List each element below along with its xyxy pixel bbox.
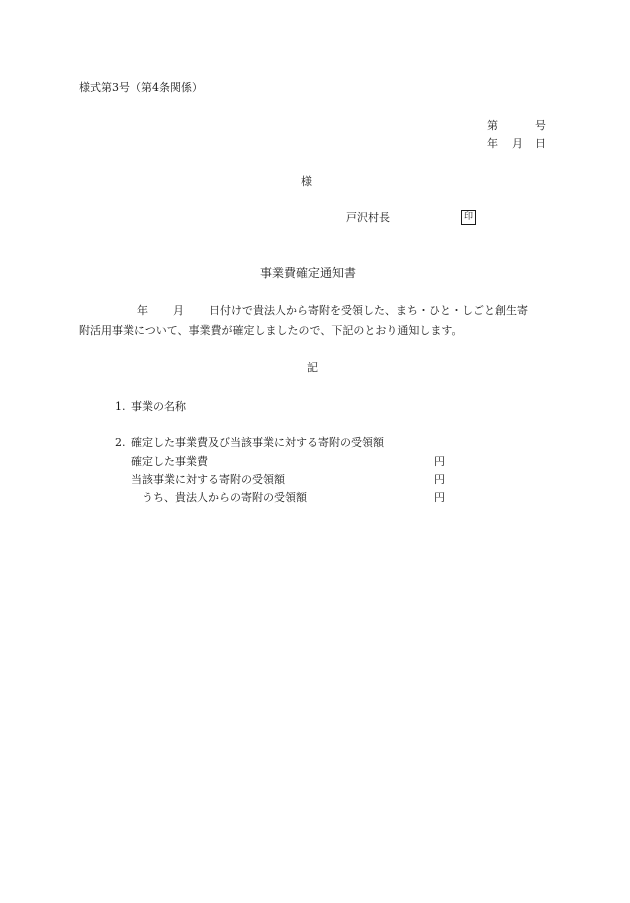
item2-row-unit: 円 bbox=[434, 455, 445, 468]
ki-marker: 記 bbox=[307, 361, 318, 374]
body-line2: 附活用事業について、事業費が確定しましたので、下記のとおり通知します。 bbox=[79, 324, 463, 337]
addressee-suffix: 様 bbox=[301, 175, 312, 188]
doc-date-month: 月 bbox=[512, 137, 523, 150]
document-title: 事業費確定通知書 bbox=[260, 266, 357, 280]
item2-row-unit: 円 bbox=[434, 491, 445, 504]
body-year: 年 bbox=[137, 304, 148, 317]
form-label: 様式第3号（第4条関係） bbox=[79, 81, 203, 94]
item2-row-label: 確定した事業費 bbox=[131, 455, 208, 468]
item2-number: 2. bbox=[115, 436, 126, 449]
doc-number-go: 号 bbox=[535, 119, 546, 132]
doc-number-dai: 第 bbox=[487, 119, 498, 132]
body-month: 月 bbox=[173, 304, 184, 317]
doc-date-day: 日 bbox=[535, 137, 546, 150]
item1-label: 事業の名称 bbox=[131, 400, 186, 413]
item2-label: 確定した事業費及び当該事業に対する寄附の受領額 bbox=[131, 436, 384, 449]
item2-row-label: 当該事業に対する寄附の受領額 bbox=[131, 473, 285, 486]
item2-row-unit: 円 bbox=[434, 473, 445, 486]
seal-mark: 印 bbox=[461, 210, 476, 225]
item1-number: 1. bbox=[115, 400, 126, 413]
doc-date-year: 年 bbox=[487, 137, 498, 150]
body-line1: 日付けで貴法人から寄附を受領した、まち・ひと・しごと創生寄 bbox=[209, 304, 528, 317]
item2-row-label: うち、貴法人からの寄附の受領額 bbox=[142, 491, 307, 504]
sender-name: 戸沢村長 bbox=[346, 211, 390, 224]
